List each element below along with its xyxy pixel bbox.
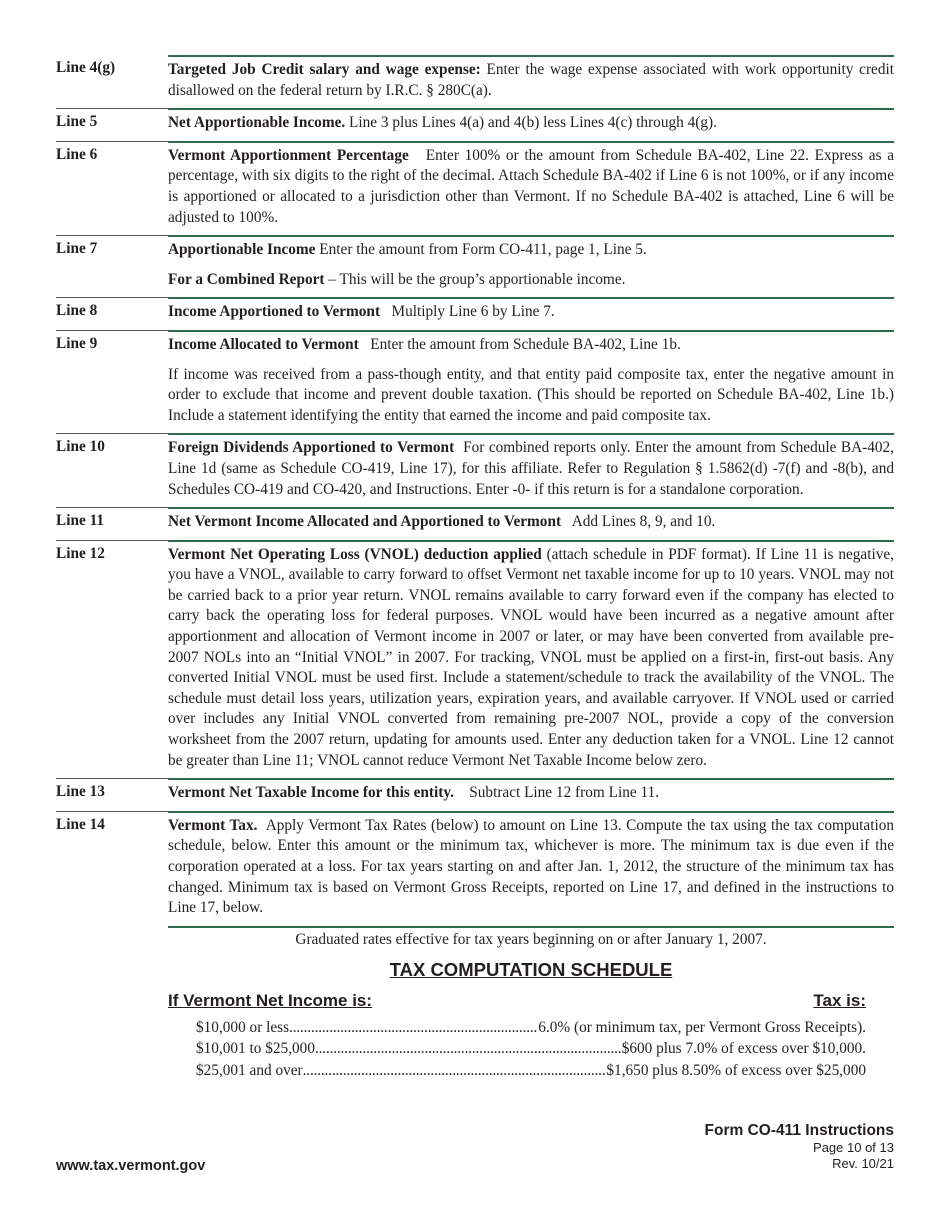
tax-rate: $600 plus 7.0% of excess over $10,000.	[621, 1040, 866, 1058]
line-text: Enter the wage expense associated with work opportunity credit disallowed on the federal return by I.R.C. § 280C(a).	[168, 61, 894, 99]
line-title: Net Apportionable Income.	[168, 114, 346, 132]
line-10-row	[56, 433, 894, 507]
line-6-row	[56, 141, 894, 235]
line-title: Apportionable Income	[168, 241, 316, 259]
schedule-rows	[196, 1017, 866, 1082]
footer-page-info	[705, 1122, 894, 1172]
line-11-row	[56, 507, 894, 540]
line-title: Income Allocated to Vermont	[168, 335, 359, 353]
line-text: Add Lines 8, 9, and 10.	[571, 513, 716, 531]
income-column-header: If Vermont Net Income is:	[168, 990, 373, 1010]
line-12-row	[56, 540, 894, 779]
line-text: If income was received from a pass-though entity, and that entity paid composite tax, enter the negative amount in order to exclude that income and prevent double taxation. (This should be reported on Schedule BA-402, Line 1b.) Include a statement identifying the entity that earned the income and paid composite tax.	[168, 365, 894, 424]
line-label: Line 5	[56, 108, 168, 141]
website-link[interactable]: www.tax.vermont.gov	[56, 1158, 206, 1174]
line-4g-row	[56, 55, 894, 108]
line-text: Enter the amount from Schedule BA-402, Line 1b.	[370, 335, 681, 353]
combined-report-title: For a Combined Report	[168, 270, 325, 288]
schedule-title: TAX COMPUTATION SCHEDULE	[389, 958, 673, 980]
schedule-row	[196, 1060, 866, 1082]
schedule-header	[168, 991, 866, 1011]
tax-rate: $1,650 plus 8.50% of excess over $25,000	[606, 1061, 866, 1079]
tax-column-header: Tax is:	[813, 990, 866, 1010]
schedule-row	[196, 1017, 866, 1039]
tax-rate: 6.0% (or minimum tax, per Vermont Gross Receipts).	[538, 1018, 866, 1036]
line-14-row	[56, 811, 894, 926]
leader-dots	[315, 1038, 622, 1060]
line-5-row	[56, 108, 894, 141]
income-bracket: $25,001 and over	[196, 1061, 303, 1079]
line-label: Line 14	[56, 811, 168, 926]
line-text: For combined reports only. Enter the amount from Schedule BA-402, Line 1d (same as Schedule CO-419, Line 17), for this affiliate. Refer to Regulation § 1.5862(d) -7(f) and -8(b), and Schedules CO-419 and CO-420, and Instructions. Enter -0- if this return is for a standalone corporation.	[168, 439, 895, 498]
line-label: Line 4(g)	[56, 59, 116, 76]
schedule-row	[196, 1038, 866, 1060]
line-label: Line 10	[56, 433, 168, 507]
line-title: Vermont Apportionment Percentage	[168, 146, 409, 164]
line-title: Vermont Net Operating Loss (VNOL) deduction applied	[168, 545, 542, 563]
leader-dots	[303, 1060, 607, 1082]
line-title: Targeted Job Credit salary and wage expense:	[168, 61, 481, 78]
line-7-row	[56, 235, 894, 297]
line-text: Enter 100% or the amount from Schedule BA-402, Line 22. Express as a percentage, with six digits to the right of the decimal. Attach Schedule BA-402 if Line 6 is not 100%, or if any income is apportioned or allocated to a jurisdiction other than Vermont. If no Schedule BA-402 is attached, Line 6 will be adjusted to 100%.	[168, 146, 894, 226]
graduated-rates-note: Graduated rates effective for tax years beginning on or after January 1, 2007.	[295, 930, 767, 948]
form-name: Form CO-411 Instructions	[704, 1122, 894, 1139]
line-title: Income Apportioned to Vermont	[168, 303, 381, 321]
line-text: (attach schedule in PDF format). If Line 11 is negative, you have a VNOL, available to carry forward to offset Vermont net taxable income for up to 10 years. VNOL may not be carried back to a prior year return. VNOL remains available to carry forward even if the company has elected to carry back the operating loss for federal purposes. VNOL would have been incurred as a negative amount after apportionment and allocation of Vermont income in 2007 or later, or may have been converted from available pre-2007 NOLs into an “Initial VNOL” in 2007. For tracking, VNOL must be applied on a first-in, first-out basis. Any converted Initial VNOL must be used first. Include a statement/schedule to track the availability of the VNOL. The schedule must detail loss years, utilization years, expiration years, and available carryover. If VNOL used or carried over includes any Initial VNOL converted from remaining pre-2007 NOL, provide a copy of the conversion worksheet from the 2007 return, updating for amounts used. Enter any deduction taken for a VNOL. Line 12 cannot be greater than Line 11; VNOL cannot reduce Vermont Net Taxable Income below zero.	[168, 545, 894, 769]
line-label: Line 9	[56, 330, 168, 433]
divider	[168, 926, 894, 928]
line-9-row	[56, 330, 894, 433]
revision: Rev. 10/21	[832, 1156, 894, 1171]
page-number: Page 10 of 13	[813, 1140, 894, 1155]
line-title: Net Vermont Income Allocated and Apportioned to Vermont	[168, 513, 562, 531]
line-text: Line 3 plus Lines 4(a) and 4(b) less Lines 4(c) through 4(g).	[349, 114, 717, 132]
line-text: Multiply Line 6 by Line 7.	[391, 303, 555, 321]
line-13-row	[56, 778, 894, 811]
line-8-row	[56, 297, 894, 330]
line-text: Enter the amount from Form CO-411, page 1, Line 5.	[319, 241, 647, 259]
line-text: Apply Vermont Tax Rates (below) to amount on Line 13. Compute the tax using the tax computation schedule, below. Enter this amount or the minimum tax, whichever is more. The minimum tax is due even if the corporation operated at a loss. For tax years starting on and after Jan. 1, 2012, the structure of the minimum tax has changed. Minimum tax is based on Vermont Gross Receipts, reported on Line 17, and defined in the instructions to Line 17, below.	[168, 816, 894, 917]
line-text: Subtract Line 12 from Line 11.	[469, 784, 660, 802]
combined-report-text: – This will be the group’s apportionable income.	[328, 270, 626, 288]
income-bracket: $10,000 or less	[196, 1018, 290, 1036]
line-title: Vermont Tax.	[168, 816, 258, 834]
instructions-content	[56, 55, 894, 1081]
leader-dots	[289, 1017, 538, 1039]
line-title: Foreign Dividends Apportioned to Vermont	[168, 439, 455, 457]
line-label: Line 12	[56, 540, 168, 779]
line-label: Line 8	[56, 297, 168, 330]
line-label: Line 7	[56, 235, 168, 297]
income-bracket: $10,001 to $25,000	[196, 1040, 315, 1058]
line-label: Line 11	[56, 507, 168, 540]
line-label: Line 6	[56, 141, 168, 235]
line-title: Vermont Net Taxable Income for this entity.	[168, 784, 454, 802]
line-label: Line 13	[56, 778, 168, 811]
